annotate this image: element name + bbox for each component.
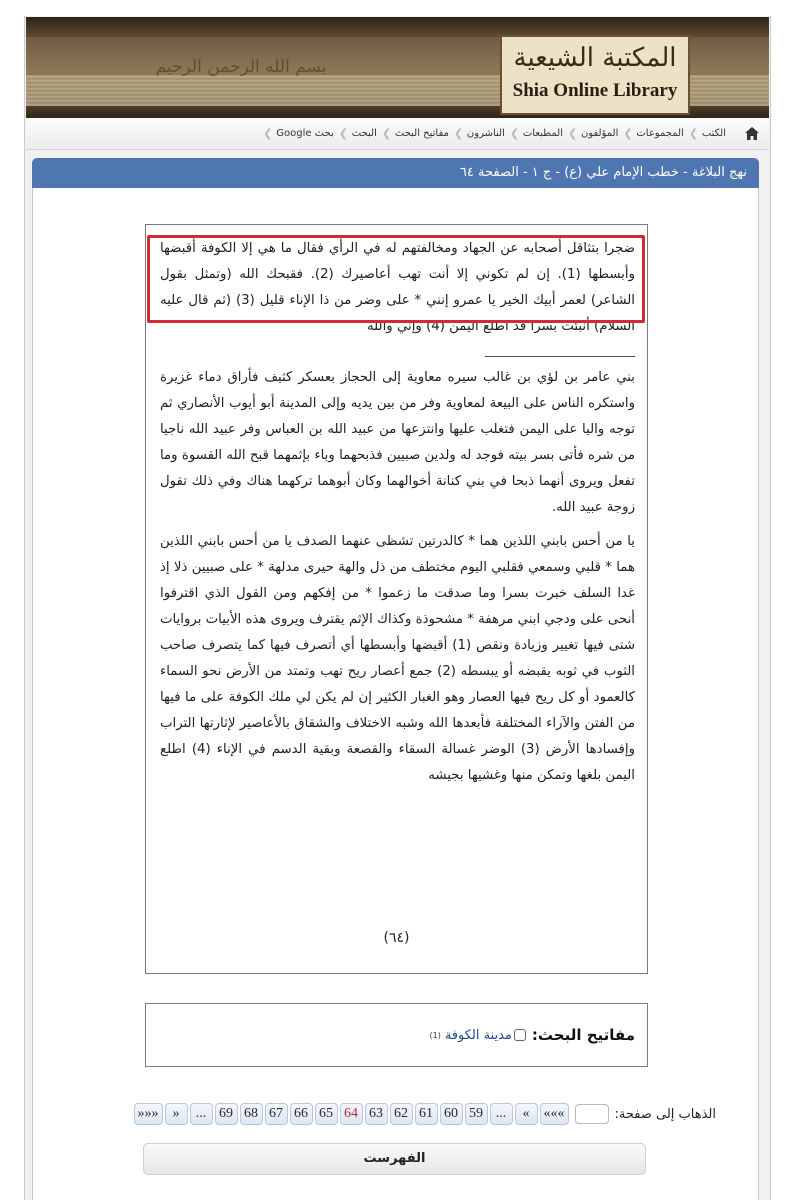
- goto-page-label: الذهاب إلى صفحة:: [614, 1106, 716, 1122]
- home-icon[interactable]: [735, 118, 769, 150]
- page-button[interactable]: 65: [315, 1103, 338, 1125]
- page-button-last[interactable]: »»»: [134, 1103, 163, 1125]
- search-keys-label: مفاتيح البحث:: [531, 1026, 635, 1044]
- page-button[interactable]: 67: [265, 1103, 288, 1125]
- keyword-count: (1): [429, 1030, 441, 1040]
- keyword-link[interactable]: مدينة الكوفة: [444, 1027, 512, 1043]
- keyword-checkbox[interactable]: [514, 1029, 526, 1041]
- nav-search[interactable]: البحث ❯: [343, 118, 386, 150]
- breadcrumb-nav: [26, 118, 769, 150]
- page-number: (٦٤): [383, 930, 410, 946]
- page-button-first[interactable]: «««: [540, 1103, 569, 1125]
- nav-authors[interactable]: المؤلفون ❯: [572, 118, 627, 150]
- pagination: [64, 1102, 716, 1126]
- page-button[interactable]: 63: [365, 1103, 388, 1125]
- page-button-prev[interactable]: «: [515, 1103, 538, 1125]
- page-button-current[interactable]: 64: [340, 1103, 363, 1125]
- book-page-text: [160, 236, 635, 789]
- search-keys-box: [145, 1003, 648, 1067]
- footnote-separator: [485, 356, 635, 357]
- page-button[interactable]: 66: [290, 1103, 313, 1125]
- main-paragraph: ضجرا بتثاقل أصحابه عن الجهاد ومخالفتهم له في الرأي فقال ما هي إلا الكوفة أقبضها وأبسطها (1). إن لم تكوني إلا أنت تهب أعاصيرك (2). فقبحك الله (وتمثل بقول الشاعر) لعمر أبيك الخير يا عمرو إنني * على وضر من ذا الإناء قليل (3) (ثم قال عليه السلام) أنبئت بسرا قد اطلع اليمن (4) وإني والله: [160, 241, 636, 334]
- page-button-next[interactable]: »: [165, 1103, 188, 1125]
- logo-arabic: المكتبة الشيعية: [513, 43, 677, 73]
- page-button[interactable]: 68: [240, 1103, 263, 1125]
- nav-publishers[interactable]: الناشرون ❯: [458, 118, 514, 150]
- footnote-poem: يا من أحس بابني اللذين هما * كالدرتين تشظى عنهما الصدف يا من أحس بابني اللذين هما * قلبي وسمعي فقلبي اليوم مختطف من ذل والهة حيرى مدلهة * على صبيين ذلا إذ غدا السلف خبرت بسرا وما صدقت ما زعموا * من إفكهم ومن القول الذي اقترفوا أنحى على ودجي ابني مرهفة * مشحوذة وكذاك الإثم يقترف ويروى هذه الأبيات بروايات شتى فيها تغيير وزيادة ونقص (1) أقبضها وأبسطها أي أتصرف فيها كما يتصرف صاحب الثوب في ثوبه يقبضه أو يبسطه (2) جمع أعصار ريح تهب وتمتد من الأرض نحو السماء كالعمود أو كل ريح فيها العصار وهو الغبار الكثير إن لم يكن لي ملك الكوفة على ما فيها من الفتن والآراء المختلفة فأبعدها الله وشبه الاختلاف والشقاق بالأعاصير لإثارتها التراب وإفسادها الأرض (3) الوضر غسالة السقاء والقصعة وبقية الدسم في الإناء (4) اطلع اليمن بلغها وتمكن منها وغشيها بجيشه: [160, 534, 636, 783]
- footnote-paragraph: بني عامر بن لؤي بن غالب سيره معاوية إلى الحجاز بعسكر كثيف فأراق دماء غزيرة واستكره الناس على البيعة لمعاوية وفر من بين يديه وإلى المدينة أبو أيوب الأنصاري ثم توجه واليا على اليمن فتغلب عليها وانتزعها من عبيد الله بن العباس وفر عبيد الله ناجيا من شره فأتى بسر بيته فوجد له ولدين صبيين فذبحهما وباء بإثمهما قبح الله القسوة وما تفعل ويروى أنهما ذبحا في بني كنانة أخوالهما وكان أبوهما تركهما هناك وفي ذلك تقول زوجة عبيد الله.: [160, 370, 635, 515]
- panel-title: نهج البلاغة - خطب الإمام علي (ع) - ج ١ - الصفحة ٦٤: [32, 158, 759, 188]
- site-logo[interactable]: [500, 35, 690, 115]
- nav-books[interactable]: الكتب ❯: [693, 118, 735, 150]
- goto-page-input[interactable]: [575, 1104, 609, 1124]
- page-button[interactable]: 61: [415, 1103, 438, 1125]
- page-button-ellipsis[interactable]: ...: [490, 1103, 513, 1125]
- nav-search-keys[interactable]: مفاتيح البحث ❯: [386, 118, 458, 150]
- page-button[interactable]: 59: [465, 1103, 488, 1125]
- site-banner: [26, 17, 769, 118]
- nav-google-search[interactable]: بحث Google ❯: [267, 118, 343, 150]
- nav-printers[interactable]: المطبعات ❯: [514, 118, 572, 150]
- nav-collections[interactable]: المجموعات ❯: [627, 118, 692, 150]
- page-button[interactable]: 60: [440, 1103, 463, 1125]
- basmala-calligraphy: بسم الله الرحمن الرحيم: [155, 57, 327, 77]
- page-button-ellipsis[interactable]: ...: [190, 1103, 213, 1125]
- index-button[interactable]: الفهرست: [143, 1143, 646, 1175]
- page-button[interactable]: 62: [390, 1103, 413, 1125]
- page-button[interactable]: 69: [215, 1103, 238, 1125]
- logo-english: Shia Online Library: [512, 80, 678, 101]
